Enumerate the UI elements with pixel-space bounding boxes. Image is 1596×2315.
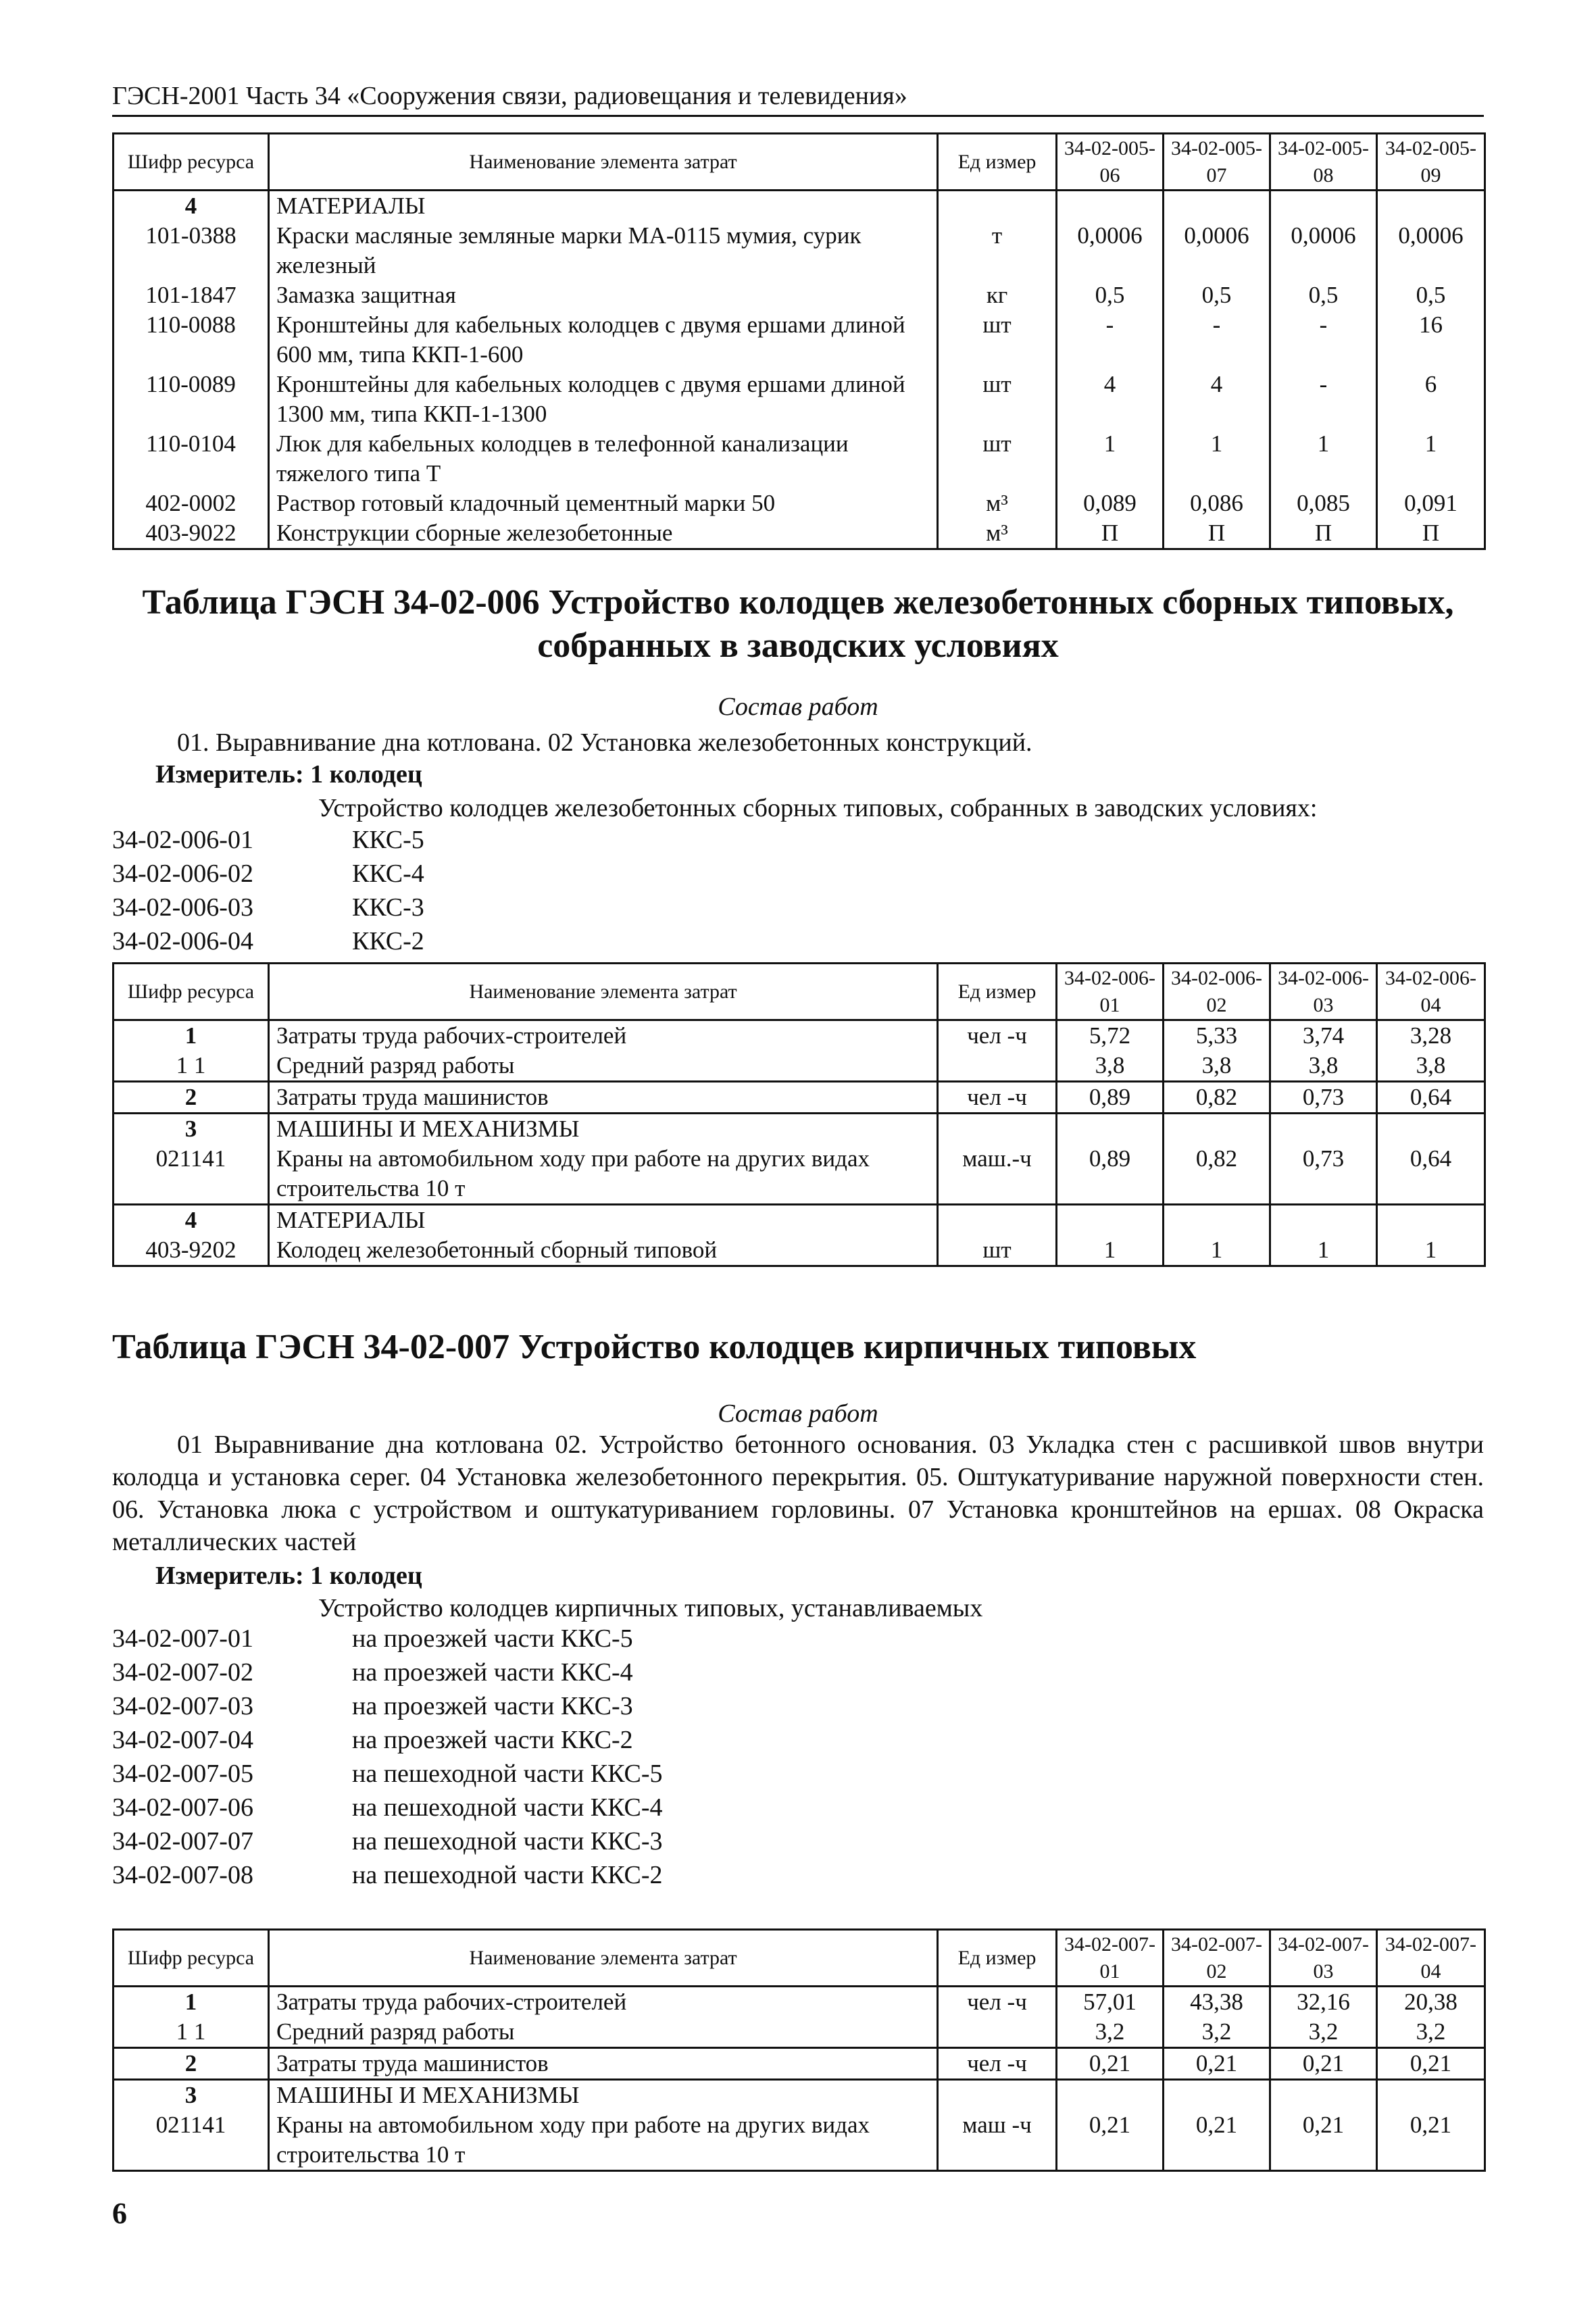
resource-value	[1377, 1114, 1485, 1145]
resource-value	[1057, 191, 1164, 222]
item-code: 34-02-006-02	[112, 860, 253, 888]
resource-unit: чел -ч	[938, 1082, 1057, 1114]
resource-name: Замазка защитная	[269, 280, 938, 310]
list-item	[112, 1656, 663, 1689]
item-desc: на проезжей части ККС-3	[352, 1692, 633, 1720]
item-code: 34-02-007-01	[112, 1624, 253, 1653]
item-desc: ККС-5	[352, 826, 424, 854]
resource-value: 0,21	[1057, 2048, 1164, 2080]
resource-name: Затраты труда рабочих-строителей	[269, 1020, 938, 1051]
resource-value: 43,38	[1164, 1987, 1270, 2018]
resource-name: Краны на автомобильном ходу при работе на других видах строительства 10 т	[269, 2110, 938, 2171]
resource-unit: шт	[938, 429, 1057, 489]
composition-text-007: 01 Выравнивание дна котлована 02. Устройство бетонного основания. 03 Укладка стен с расшивкой швов внутри колодца и установка серег. 04 Установка железобетонного перекрытия. 05. Оштукатуривание наружной поверхности стен. 06. Установка люка с устройством и оштукатуриванием горловины. 07 Установка кронштейнов на ершах. 08 Окраска металлических частей	[112, 1430, 1484, 1556]
item-code: 34-02-007-03	[112, 1692, 253, 1720]
item-desc: на пешеходной части ККС-5	[352, 1760, 663, 1788]
resource-value	[1270, 1205, 1377, 1236]
resource-value: 5,72	[1057, 1020, 1164, 1051]
resource-value: 1	[1270, 429, 1377, 489]
resource-value: -	[1270, 310, 1377, 370]
resource-value: 0,89	[1057, 1144, 1164, 1205]
resource-code: 021141	[114, 2110, 269, 2171]
resource-value: 4	[1057, 370, 1164, 429]
resource-value: 3,2	[1377, 2017, 1485, 2048]
item-code: 34-02-007-02	[112, 1658, 253, 1687]
table-row	[114, 1051, 1485, 1082]
resource-code: 101-1847	[114, 280, 269, 310]
header-column: 34-02-005-07	[1164, 134, 1270, 191]
item-code: 34-02-007-06	[112, 1793, 253, 1822]
item-desc: на проезжей части ККС-5	[352, 1624, 633, 1653]
header-unit: Ед измер	[938, 134, 1057, 191]
table-row	[114, 310, 1485, 370]
resource-name: Затраты труда рабочих-строителей	[269, 1987, 938, 2018]
resource-value: 1	[1377, 429, 1485, 489]
resource-name: Средний разряд работы	[269, 1051, 938, 1082]
resource-code: 1 1	[114, 1051, 269, 1082]
item-code: 34-02-007-05	[112, 1760, 253, 1788]
table-title-007: Таблица ГЭСН 34-02-007 Устройство колодцев кирпичных типовых	[112, 1328, 1197, 1366]
item-desc: ККС-4	[352, 860, 424, 888]
resource-value: 1	[1057, 429, 1164, 489]
resource-value: П	[1164, 518, 1270, 549]
header-unit: Ед измер	[938, 1930, 1057, 1987]
resource-name: Краны на автомобильном ходу при работе на других видах строительства 10 т	[269, 1144, 938, 1205]
resource-value: 1	[1164, 429, 1270, 489]
resource-unit	[938, 2017, 1057, 2048]
resource-value: 3,8	[1164, 1051, 1270, 1082]
resource-value: 32,16	[1270, 1987, 1377, 2018]
resource-table-007	[112, 1928, 1486, 2172]
table-row	[114, 489, 1485, 518]
resource-name: МАШИНЫ И МЕХАНИЗМЫ	[269, 1114, 938, 1145]
composition-text-006: 01. Выравнивание дна котлована. 02 Установка железобетонных конструкций.	[177, 728, 1032, 757]
resource-code: 101-0388	[114, 221, 269, 280]
header-column: 34-02-006-03	[1270, 964, 1377, 1020]
list-item	[112, 857, 424, 891]
list-item	[112, 1858, 663, 1892]
section-row	[114, 191, 1485, 222]
resource-unit: чел -ч	[938, 2048, 1057, 2080]
header-column: 34-02-005-09	[1377, 134, 1485, 191]
resource-name: МАШИНЫ И МЕХАНИЗМЫ	[269, 2080, 938, 2111]
resource-value: 57,01	[1057, 1987, 1164, 2018]
resource-value: 0,5	[1164, 280, 1270, 310]
meter-007	[155, 1561, 422, 1591]
resource-name: Раствор готовый кладочный цементный марки 50	[269, 489, 938, 518]
resource-table-006	[112, 962, 1486, 1267]
resource-value: 0,091	[1377, 489, 1485, 518]
list-intro-007: Устройство колодцев кирпичных типовых, устанавливаемых	[318, 1594, 983, 1622]
resource-code: 3	[114, 1114, 269, 1145]
resource-value: 0,64	[1377, 1144, 1485, 1205]
header-rule	[112, 115, 1484, 117]
resource-name: МАТЕРИАЛЫ	[269, 191, 938, 222]
resource-unit: м³	[938, 518, 1057, 549]
section-row	[114, 1205, 1485, 1236]
resource-value: -	[1164, 310, 1270, 370]
resource-value: 0,085	[1270, 489, 1377, 518]
resource-value	[1164, 2080, 1270, 2111]
resource-unit	[938, 1051, 1057, 1082]
resource-value: 0,5	[1270, 280, 1377, 310]
resource-unit: маш.-ч	[938, 1144, 1057, 1205]
resource-name: Средний разряд работы	[269, 2017, 938, 2048]
resource-value	[1270, 2080, 1377, 2111]
resource-value: 0,82	[1164, 1082, 1270, 1114]
resource-code: 110-0089	[114, 370, 269, 429]
header-column: 34-02-006-02	[1164, 964, 1270, 1020]
resource-value: 6	[1377, 370, 1485, 429]
meter-value: 1 колодец	[310, 760, 422, 789]
resource-code: 403-9202	[114, 1235, 269, 1266]
resource-name: Колодец железобетонный сборный типовой	[269, 1235, 938, 1266]
item-desc: на пешеходной части ККС-3	[352, 1827, 663, 1856]
resource-value: 3,28	[1377, 1020, 1485, 1051]
resource-unit	[938, 1205, 1057, 1236]
resource-code: 110-0088	[114, 310, 269, 370]
resource-value: 0,0006	[1270, 221, 1377, 280]
running-header: ГЭСН-2001 Часть 34 «Сооружения связи, радиовещания и телевидения»	[112, 82, 907, 110]
resource-value	[1377, 191, 1485, 222]
resource-value: 0,21	[1377, 2048, 1485, 2080]
resource-value: 1	[1270, 1235, 1377, 1266]
resource-name: Затраты труда машинистов	[269, 1082, 938, 1114]
resource-value	[1057, 1114, 1164, 1145]
header-name: Наименование элемента затрат	[269, 134, 938, 191]
resource-value	[1164, 1205, 1270, 1236]
resource-value	[1164, 1114, 1270, 1145]
resource-name: МАТЕРИАЛЫ	[269, 1205, 938, 1236]
resource-value: 0,82	[1164, 1144, 1270, 1205]
resource-value	[1057, 2080, 1164, 2111]
meter-label: Измеритель:	[155, 1562, 304, 1590]
header-name: Наименование элемента затрат	[269, 964, 938, 1020]
resource-unit: кг	[938, 280, 1057, 310]
resource-name: Кронштейны для кабельных колодцев с двумя ершами длиной 600 мм, типа ККП-1-600	[269, 310, 938, 370]
item-code: 34-02-007-04	[112, 1726, 253, 1754]
item-desc: на пешеходной части ККС-2	[352, 1861, 663, 1889]
list-item	[112, 924, 424, 958]
resource-value: 5,33	[1164, 1020, 1270, 1051]
resource-name: Затраты труда машинистов	[269, 2048, 938, 2080]
resource-value: 0,73	[1270, 1144, 1377, 1205]
list-item	[112, 1689, 663, 1723]
resource-value	[1270, 1114, 1377, 1145]
page-number: 6	[112, 2197, 127, 2230]
table-row	[114, 2017, 1485, 2048]
composition-heading-006: Состав работ	[718, 693, 878, 721]
resource-value: 0,5	[1057, 280, 1164, 310]
resource-value: 0,64	[1377, 1082, 1485, 1114]
resource-value	[1377, 2080, 1485, 2111]
resource-code: 2	[114, 1082, 269, 1114]
resource-unit: м³	[938, 489, 1057, 518]
header-column: 34-02-007-04	[1377, 1930, 1485, 1987]
header-column: 34-02-007-03	[1270, 1930, 1377, 1987]
resource-value: 0,089	[1057, 489, 1164, 518]
resource-name: Конструкции сборные железобетонные	[269, 518, 938, 549]
code-list-006	[112, 823, 424, 958]
list-item	[112, 1791, 663, 1824]
resource-code: 4	[114, 1205, 269, 1236]
resource-name: Кронштейны для кабельных колодцев с двумя ершами длиной 1300 мм, типа ККП-1-1300	[269, 370, 938, 429]
resource-value: П	[1377, 518, 1485, 549]
table-row	[114, 1235, 1485, 1266]
header-column: 34-02-006-01	[1057, 964, 1164, 1020]
composition-heading-007: Состав работ	[718, 1399, 878, 1428]
resource-unit	[938, 2080, 1057, 2111]
resource-code: 402-0002	[114, 489, 269, 518]
list-item	[112, 1757, 663, 1791]
resource-value: 3,8	[1377, 1051, 1485, 1082]
resource-value: 3,2	[1164, 2017, 1270, 2048]
meter-006	[155, 760, 422, 789]
resource-value: -	[1057, 310, 1164, 370]
item-code: 34-02-006-04	[112, 927, 253, 955]
resource-value: 0,21	[1057, 2110, 1164, 2171]
header-column: 34-02-007-02	[1164, 1930, 1270, 1987]
resource-value: 0,0006	[1057, 221, 1164, 280]
resource-value: 0,0006	[1377, 221, 1485, 280]
resource-value	[1164, 191, 1270, 222]
list-item	[112, 1723, 663, 1757]
header-code: Шифр ресурса	[114, 134, 269, 191]
resource-value: 0,5	[1377, 280, 1485, 310]
resource-value: П	[1057, 518, 1164, 549]
resource-unit: шт	[938, 1235, 1057, 1266]
resource-value: -	[1270, 370, 1377, 429]
resource-value: 3,74	[1270, 1020, 1377, 1051]
resource-unit: шт	[938, 310, 1057, 370]
list-item	[112, 1824, 663, 1858]
table-row	[114, 1082, 1485, 1114]
resource-value: 16	[1377, 310, 1485, 370]
resource-value: П	[1270, 518, 1377, 549]
section-row	[114, 2080, 1485, 2111]
resource-value: 0,0006	[1164, 221, 1270, 280]
resource-value: 0,89	[1057, 1082, 1164, 1114]
table-row	[114, 1987, 1485, 2018]
resource-value: 3,2	[1270, 2017, 1377, 2048]
resource-unit: маш -ч	[938, 2110, 1057, 2171]
resource-code: 403-9022	[114, 518, 269, 549]
resource-value: 1	[1164, 1235, 1270, 1266]
resource-code: 1	[114, 1987, 269, 2018]
resource-value	[1270, 191, 1377, 222]
resource-value: 20,38	[1377, 1987, 1485, 2018]
header-column: 34-02-005-06	[1057, 134, 1164, 191]
item-code: 34-02-006-03	[112, 893, 253, 922]
header-unit: Ед измер	[938, 964, 1057, 1020]
header-column: 34-02-007-01	[1057, 1930, 1164, 1987]
resource-code: 1 1	[114, 2017, 269, 2048]
resource-value: 4	[1164, 370, 1270, 429]
item-desc: на проезжей части ККС-2	[352, 1726, 633, 1754]
header-name: Наименование элемента затрат	[269, 1930, 938, 1987]
resource-value: 0,21	[1270, 2048, 1377, 2080]
item-desc: ККС-3	[352, 893, 424, 922]
resource-value: 0,21	[1164, 2110, 1270, 2171]
resource-value	[1057, 1205, 1164, 1236]
item-desc: на проезжей части ККС-4	[352, 1658, 633, 1687]
resource-value	[1377, 1205, 1485, 1236]
list-item	[112, 1622, 663, 1656]
resource-name: Люк для кабельных колодцев в телефонной канализации тяжелого типа Т	[269, 429, 938, 489]
header-code: Шифр ресурса	[114, 1930, 269, 1987]
item-desc: на пешеходной части ККС-4	[352, 1793, 663, 1822]
resource-unit: чел -ч	[938, 1987, 1057, 2018]
resource-value: 0,21	[1377, 2110, 1485, 2171]
header-column: 34-02-005-08	[1270, 134, 1377, 191]
table-row	[114, 2048, 1485, 2080]
resource-code: 021141	[114, 1144, 269, 1205]
resource-value: 0,086	[1164, 489, 1270, 518]
resource-table-005	[112, 132, 1486, 550]
list-intro-006: Устройство колодцев железобетонных сборных типовых, собранных в заводских условиях:	[318, 794, 1318, 822]
resource-code: 3	[114, 2080, 269, 2111]
resource-code: 1	[114, 1020, 269, 1051]
header-column: 34-02-006-04	[1377, 964, 1485, 1020]
resource-value: 0,21	[1164, 2048, 1270, 2080]
resource-value: 1	[1057, 1235, 1164, 1266]
meter-label: Измеритель:	[155, 760, 304, 789]
item-code: 34-02-007-08	[112, 1861, 253, 1889]
resource-value: 1	[1377, 1235, 1485, 1266]
resource-unit: т	[938, 221, 1057, 280]
resource-unit: шт	[938, 370, 1057, 429]
resource-unit: чел -ч	[938, 1020, 1057, 1051]
resource-unit	[938, 191, 1057, 222]
table-title-006: Таблица ГЭСН 34-02-006 Устройство колодцев железобетонных сборных типовых, собранных в заводских условиях	[142, 583, 1454, 665]
resource-value: 3,2	[1057, 2017, 1164, 2048]
table-row	[114, 370, 1485, 429]
table-row	[114, 280, 1485, 310]
resource-code: 2	[114, 2048, 269, 2080]
resource-code: 4	[114, 191, 269, 222]
meter-value: 1 колодец	[310, 1562, 422, 1590]
section-row	[114, 1114, 1485, 1145]
resource-name: Краски масляные земляные марки МА-0115 мумия, сурик железный	[269, 221, 938, 280]
resource-code: 110-0104	[114, 429, 269, 489]
item-code: 34-02-007-07	[112, 1827, 253, 1856]
resource-unit	[938, 1114, 1057, 1145]
table-row	[114, 1020, 1485, 1051]
header-code: Шифр ресурса	[114, 964, 269, 1020]
item-code: 34-02-006-01	[112, 826, 253, 854]
list-item	[112, 891, 424, 924]
resource-value: 3,8	[1270, 1051, 1377, 1082]
table-row	[114, 1144, 1485, 1205]
table-row	[114, 518, 1485, 549]
table-row	[114, 429, 1485, 489]
list-item	[112, 823, 424, 857]
item-desc: ККС-2	[352, 927, 424, 955]
resource-value: 0,73	[1270, 1082, 1377, 1114]
code-list-007	[112, 1622, 663, 1892]
table-row	[114, 2110, 1485, 2171]
resource-value: 3,8	[1057, 1051, 1164, 1082]
resource-value: 0,21	[1270, 2110, 1377, 2171]
table-row	[114, 221, 1485, 280]
